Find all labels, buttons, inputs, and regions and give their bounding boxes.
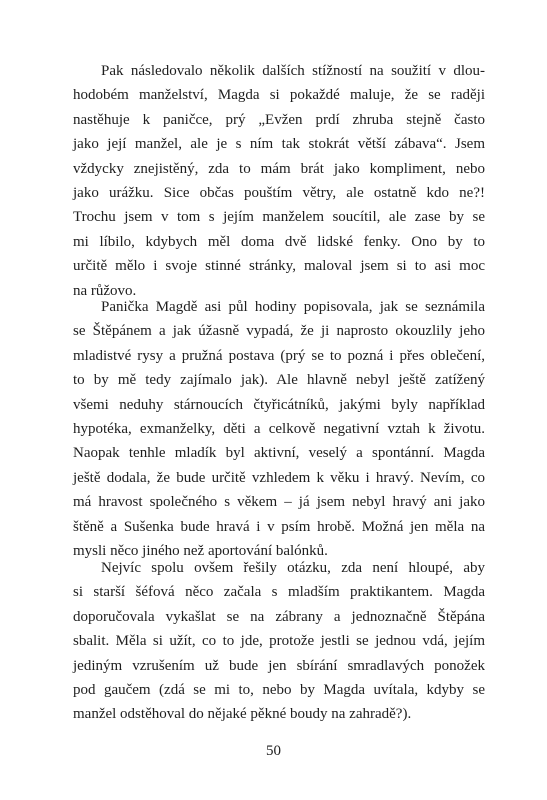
text-line: jediným vzrušením už bude jen sbírání smradlavých ponožek [73,657,485,674]
text-line: určitě mělo i svoje stinné stránky, maloval jsem si to asi moc [73,258,485,275]
text-line: nastěhuje k paničce, prý „Evžen prdí zhruba stejně často [73,111,485,128]
text-line: Trochu jsem v tom s jejím manželem soucítil, ale zase by se [73,209,485,226]
text-line: Nejvíc spolu ovšem řešily otázku, zda není hloupé, aby [101,560,485,576]
text-line: vždycky znejistěný, zda to mám brát jako kompliment, nebo [73,160,485,177]
text-line: to by mě tedy zajímalo jak). Ale hlavně nebyl ještě zatížený [73,372,485,389]
text-line: na růžovo. [73,282,137,299]
paragraph-2 [73,295,485,563]
text-line: má hravost společného s věkem – já jsem nebyl hravý ani jako [73,494,485,511]
text-line: jako její manžel, ale je s ním tak stokrát větší zábava“. Jsem [73,136,485,153]
paragraph-1 [73,59,485,303]
text-line: manžel odstěhoval do nějaké pěkné boudy na zahradě?). [73,706,412,723]
text-line: mladistvé rysy a pružná postava (prý se to pozná i přes oblečení, [73,347,485,364]
text-line: hypotéka, exmanželky, děti a celkově negativní vztah k životu. [73,420,485,437]
text-line: pod gaučem (zdá se mi to, nebo by Magda uvítala, kdyby se [73,681,485,698]
text-line: hodobém manželství, Magda si pokaždé maluje, že se raději [73,87,485,104]
page-number: 50 [266,743,281,759]
text-line: mysli něco jiného než aportování balónků. [73,542,328,559]
text-line: Pak následovalo několik dalších stížností na soužití v dlou- [101,63,485,79]
text-line: jako urážku. Sice občas pouštím větry, ale ostatně kdo ne?! [73,184,485,201]
text-line: se Štěpánem a jak úžasně vypadá, že ji naprosto okouzlily jeho [73,323,485,340]
text-line: doporučovala vykašlat se na zábrany a jednoznačně Štěpána [73,608,485,625]
text-line: Naopak tenhle mladík byl aktivní, veselý a spontánní. Magda [73,445,485,462]
text-line: štěně a Sušenka bude hravá i v psím hrobě. Možná jen měla na [73,518,485,535]
text-line: mi líbilo, kdybych měl doma dvě lidské fenky. Ono by to [73,233,485,250]
text-line: všemi neduhy stárnoucích čtyřicátníků, jakými byly například [73,396,485,413]
text-line: si starší šéfová něco začala s mladším praktikantem. Magda [73,584,485,601]
text-line: Panička Magdě asi půl hodiny popisovala, jak se seznámila [101,299,485,315]
text-line: ještě dodala, že bude určitě vzhledem k věku i hravý. Nevím, co [73,469,485,486]
text-line: sbalit. Měla si užít, co to jde, protože jestli se jednou vdá, jejím [73,633,485,650]
paragraph-3 [73,556,485,727]
